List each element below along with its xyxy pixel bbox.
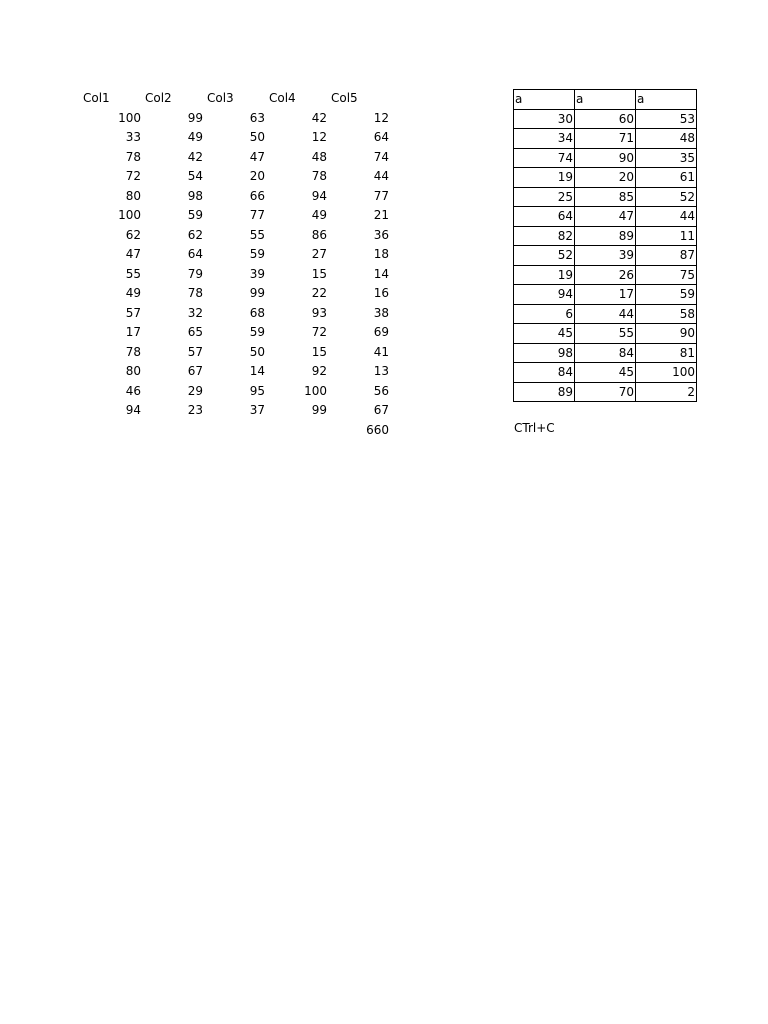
left-table-cell[interactable]: 100 xyxy=(118,110,141,125)
left-header-cell[interactable]: Col2 xyxy=(145,91,172,106)
left-table-cell[interactable]: 57 xyxy=(125,305,141,320)
left-table-cell[interactable]: 57 xyxy=(187,344,203,359)
left-table-cell[interactable]: 38 xyxy=(373,305,389,320)
right-table-cell[interactable]: 26 xyxy=(575,265,636,285)
right-table-cell[interactable]: 59 xyxy=(636,285,697,305)
right-header-row xyxy=(514,90,697,110)
right-header-cell[interactable]: a xyxy=(636,90,697,110)
right-table-row xyxy=(514,168,697,188)
right-table-row xyxy=(514,207,697,227)
left-table-cell[interactable]: 41 xyxy=(373,344,389,359)
left-empty-cell[interactable] xyxy=(266,421,328,441)
left-table-row xyxy=(80,187,390,207)
left-table-cell[interactable]: 100 xyxy=(304,383,327,398)
left-table-cell[interactable]: 50 xyxy=(249,344,265,359)
right-table-cell[interactable]: 30 xyxy=(514,109,575,129)
left-table-cell[interactable]: 80 xyxy=(125,364,141,379)
left-table-cell[interactable]: 54 xyxy=(187,169,203,184)
left-table-cell[interactable]: 94 xyxy=(311,188,327,203)
left-table-cell[interactable]: 77 xyxy=(249,208,265,223)
left-table-cell[interactable]: 59 xyxy=(187,208,203,223)
left-table-cell[interactable]: 14 xyxy=(249,364,265,379)
left-total-cell[interactable]: 660 xyxy=(366,422,389,437)
left-header-cell[interactable]: Col1 xyxy=(83,91,110,106)
left-table-cell[interactable]: 78 xyxy=(311,169,327,184)
left-table-cell[interactable]: 44 xyxy=(373,169,389,184)
right-table-cell[interactable]: 35 xyxy=(636,148,697,168)
left-table-row xyxy=(80,343,390,363)
left-table-cell[interactable]: 12 xyxy=(373,110,389,125)
left-table-row xyxy=(80,167,390,187)
right-table-cell[interactable]: 19 xyxy=(514,168,575,188)
left-table-row xyxy=(80,226,390,246)
right-table-cell[interactable]: 64 xyxy=(514,207,575,227)
left-total-row xyxy=(80,421,390,441)
left-table-cell[interactable]: 59 xyxy=(249,325,265,340)
right-table-cell[interactable]: 34 xyxy=(514,129,575,149)
left-table-cell[interactable]: 42 xyxy=(311,110,327,125)
right-table-cell[interactable]: 89 xyxy=(514,382,575,402)
right-table-row xyxy=(514,304,697,324)
left-empty-cell[interactable] xyxy=(204,421,266,441)
left-header-cell[interactable]: Col3 xyxy=(207,91,234,106)
left-table-cell[interactable]: 22 xyxy=(311,286,327,301)
right-table-cell[interactable]: 60 xyxy=(575,109,636,129)
right-table-cell[interactable]: 82 xyxy=(514,226,575,246)
left-table-row xyxy=(80,245,390,265)
right-table-cell[interactable]: 84 xyxy=(575,343,636,363)
right-table-cell[interactable]: 75 xyxy=(636,265,697,285)
right-table-cell[interactable]: 53 xyxy=(636,109,697,129)
left-table-row xyxy=(80,382,390,402)
left-table-cell[interactable]: 27 xyxy=(311,247,327,262)
left-table-cell[interactable]: 67 xyxy=(187,364,203,379)
left-table-cell[interactable]: 42 xyxy=(187,149,203,164)
left-table-cell[interactable]: 93 xyxy=(311,305,327,320)
right-table-cell[interactable]: 81 xyxy=(636,343,697,363)
left-table-cell[interactable]: 100 xyxy=(118,208,141,223)
right-table-cell[interactable]: 19 xyxy=(514,265,575,285)
right-table-row xyxy=(514,324,697,344)
left-table-cell[interactable]: 86 xyxy=(311,227,327,242)
left-table-cell[interactable]: 13 xyxy=(373,364,389,379)
right-table-row xyxy=(514,246,697,266)
note-text[interactable]: CTrl+C xyxy=(514,421,555,435)
left-table-cell[interactable]: 79 xyxy=(187,266,203,281)
right-table-body xyxy=(514,109,697,402)
left-table-row xyxy=(80,362,390,382)
right-table-cell[interactable]: 89 xyxy=(575,226,636,246)
right-table-cell[interactable]: 2 xyxy=(636,382,697,402)
left-table-cell[interactable]: 67 xyxy=(373,403,389,418)
left-table-body xyxy=(80,109,390,421)
left-table-cell[interactable]: 36 xyxy=(373,227,389,242)
left-table-row xyxy=(80,401,390,421)
left-header-cell[interactable]: Col5 xyxy=(331,91,358,106)
left-table-row xyxy=(80,284,390,304)
left-empty-cell[interactable] xyxy=(80,421,142,441)
right-table-cell[interactable]: 100 xyxy=(636,363,697,383)
left-table-cell[interactable]: 78 xyxy=(125,344,141,359)
right-table-cell[interactable]: 58 xyxy=(636,304,697,324)
left-table-cell[interactable]: 55 xyxy=(125,266,141,281)
left-table-cell[interactable]: 12 xyxy=(311,130,327,145)
right-table-cell[interactable]: 39 xyxy=(575,246,636,266)
right-table-cell[interactable]: 90 xyxy=(636,324,697,344)
left-header-cell[interactable]: Col4 xyxy=(269,91,296,106)
left-table-cell[interactable]: 68 xyxy=(249,305,265,320)
right-table-cell[interactable]: 71 xyxy=(575,129,636,149)
left-table-cell[interactable]: 64 xyxy=(373,130,389,145)
left-table-cell[interactable]: 62 xyxy=(125,227,141,242)
right-table-cell[interactable]: 48 xyxy=(636,129,697,149)
left-table-cell[interactable]: 15 xyxy=(311,266,327,281)
left-table-cell[interactable]: 74 xyxy=(373,149,389,164)
left-table-cell[interactable]: 46 xyxy=(125,383,141,398)
right-table-row xyxy=(514,148,697,168)
right-table-row xyxy=(514,363,697,383)
left-table-row xyxy=(80,148,390,168)
left-table-row xyxy=(80,109,390,129)
right-table-cell[interactable]: 44 xyxy=(636,207,697,227)
left-table-cell[interactable]: 94 xyxy=(125,403,141,418)
left-table-cell[interactable]: 59 xyxy=(249,247,265,262)
right-table-cell[interactable]: 11 xyxy=(636,226,697,246)
right-table-cell[interactable]: 87 xyxy=(636,246,697,266)
left-table-cell[interactable]: 63 xyxy=(249,110,265,125)
right-table-cell[interactable]: 17 xyxy=(575,285,636,305)
left-table-cell[interactable]: 99 xyxy=(187,110,203,125)
left-table-cell[interactable]: 80 xyxy=(125,188,141,203)
left-table-cell[interactable]: 20 xyxy=(249,169,265,184)
right-header-cell[interactable]: a xyxy=(575,90,636,110)
right-table-cell[interactable]: 6 xyxy=(514,304,575,324)
left-table-cell[interactable]: 49 xyxy=(125,286,141,301)
left-table-cell[interactable]: 64 xyxy=(187,247,203,262)
left-table-cell[interactable]: 47 xyxy=(249,149,265,164)
left-table-cell[interactable]: 98 xyxy=(187,188,203,203)
right-table-cell[interactable]: 61 xyxy=(636,168,697,188)
left-table-cell[interactable]: 29 xyxy=(187,383,203,398)
right-table-cell[interactable]: 94 xyxy=(514,285,575,305)
left-table-cell[interactable]: 99 xyxy=(311,403,327,418)
left-table-cell[interactable]: 65 xyxy=(187,325,203,340)
left-table-cell[interactable]: 49 xyxy=(187,130,203,145)
left-table-cell[interactable]: 95 xyxy=(249,383,265,398)
left-table-cell[interactable]: 62 xyxy=(187,227,203,242)
left-table-cell[interactable]: 50 xyxy=(249,130,265,145)
right-table-cell[interactable]: 55 xyxy=(575,324,636,344)
left-table-cell[interactable]: 72 xyxy=(311,325,327,340)
right-table-row xyxy=(514,109,697,129)
right-table-cell[interactable]: 52 xyxy=(636,187,697,207)
left-data-table xyxy=(80,89,390,440)
right-table-row xyxy=(514,382,697,402)
right-table-cell[interactable]: 45 xyxy=(514,324,575,344)
right-table-cell[interactable]: 74 xyxy=(514,148,575,168)
right-table-cell[interactable]: 98 xyxy=(514,343,575,363)
left-table-row xyxy=(80,206,390,226)
right-table-cell[interactable]: 20 xyxy=(575,168,636,188)
left-table-cell[interactable]: 17 xyxy=(125,325,141,340)
left-table-cell[interactable]: 78 xyxy=(125,149,141,164)
left-table-cell[interactable]: 32 xyxy=(187,305,203,320)
right-bordered-table xyxy=(513,89,697,402)
right-table-cell[interactable]: 90 xyxy=(575,148,636,168)
left-table-cell[interactable]: 66 xyxy=(249,188,265,203)
left-table-cell[interactable]: 18 xyxy=(373,247,389,262)
right-table-cell[interactable]: 52 xyxy=(514,246,575,266)
right-table-cell[interactable]: 25 xyxy=(514,187,575,207)
left-table-cell[interactable]: 78 xyxy=(187,286,203,301)
left-empty-cell[interactable] xyxy=(142,421,204,441)
right-table-row xyxy=(514,265,697,285)
right-table-cell[interactable]: 70 xyxy=(575,382,636,402)
left-table-cell[interactable]: 16 xyxy=(373,286,389,301)
left-table-row xyxy=(80,128,390,148)
left-table-cell[interactable]: 55 xyxy=(249,227,265,242)
left-table-cell[interactable]: 15 xyxy=(311,344,327,359)
right-table-cell[interactable]: 44 xyxy=(575,304,636,324)
left-table-cell[interactable]: 92 xyxy=(311,364,327,379)
left-table-cell[interactable]: 47 xyxy=(125,247,141,262)
left-table-row xyxy=(80,304,390,324)
right-table-row xyxy=(514,226,697,246)
left-table-cell[interactable]: 48 xyxy=(311,149,327,164)
left-table-cell[interactable]: 37 xyxy=(249,403,265,418)
left-table-cell[interactable]: 49 xyxy=(311,208,327,223)
right-header-cell[interactable]: a xyxy=(514,90,575,110)
right-table-row xyxy=(514,285,697,305)
right-table-row xyxy=(514,129,697,149)
left-table-cell[interactable]: 14 xyxy=(373,266,389,281)
right-table-cell[interactable]: 45 xyxy=(575,363,636,383)
left-table-cell[interactable]: 21 xyxy=(373,208,389,223)
right-table-cell[interactable]: 47 xyxy=(575,207,636,227)
left-table-cell[interactable]: 99 xyxy=(249,286,265,301)
right-table-cell[interactable]: 84 xyxy=(514,363,575,383)
right-table-row xyxy=(514,187,697,207)
left-table-cell[interactable]: 33 xyxy=(125,130,141,145)
left-table-row xyxy=(80,265,390,285)
left-header-row xyxy=(80,89,390,109)
left-table-cell[interactable]: 39 xyxy=(249,266,265,281)
left-table-cell[interactable]: 56 xyxy=(373,383,389,398)
right-table-cell[interactable]: 85 xyxy=(575,187,636,207)
left-table-row xyxy=(80,323,390,343)
left-table-cell[interactable]: 69 xyxy=(373,325,389,340)
left-table-cell[interactable]: 77 xyxy=(373,188,389,203)
left-table-cell[interactable]: 23 xyxy=(187,403,203,418)
right-table-row xyxy=(514,343,697,363)
left-table-cell[interactable]: 72 xyxy=(125,169,141,184)
